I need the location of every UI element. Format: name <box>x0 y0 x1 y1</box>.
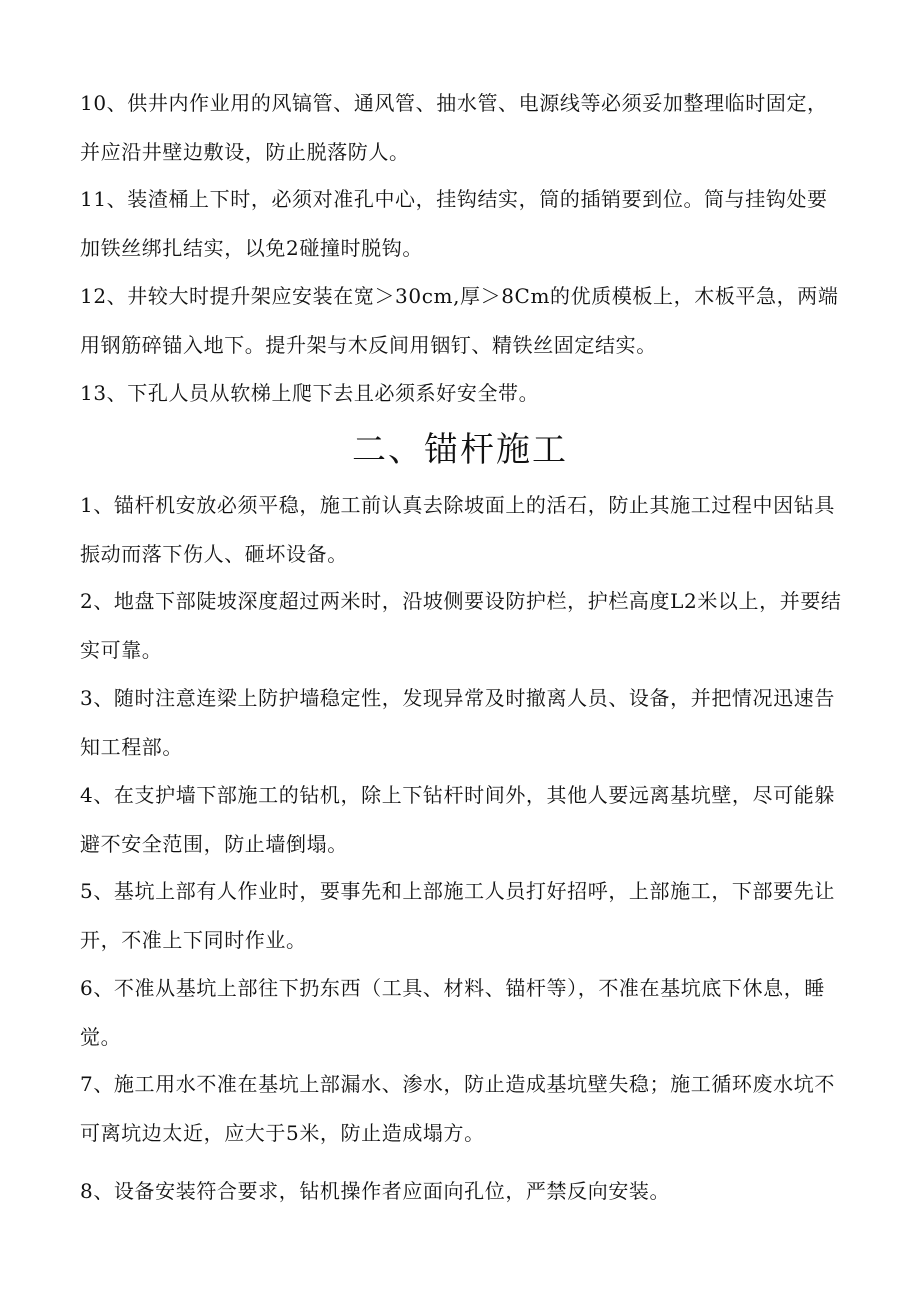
paragraph-item-10: 10、供井内作业用的风镐管、通风管、抽水管、电源线等必须妥加整理临时固定，并应沿井壁边敷设，防止脱落防人。 <box>80 91 828 164</box>
paragraph-item-12: 12、井较大时提升架应安装在宽＞30cm,厚＞8Cm的优质模板上，木板平急，两端用钢筋碎锚入地下。提升架与木反间用铟钉、精铁丝固定结实。 <box>80 284 839 357</box>
paragraph-item-5: 5、基坑上部有人作业时，要事先和上部施工人员打好招呼，上部施工，下部要先让开，不准上下同时作业。 <box>80 879 835 952</box>
paragraph-item-11: 11、装渣桶上下时，必须对准孔中心，挂钩结实，筒的插销要到位。筒与挂钩处要加铁丝绑扎结实，以免2碰撞时脱钩。 <box>80 187 828 260</box>
paragraph-item-3: 3、随时注意连梁上防护墙稳定性，发现异常及时撤离人员、设备，并把情况迅速告知工程部。 <box>80 686 835 759</box>
paragraph-item-4: 4、在支护墙下部施工的钻机，除上下钻杆时间外，其他人要远离基坑壁，尽可能躲避不安全范围，防止墙倒塌。 <box>80 783 835 856</box>
paragraph-item-2: 2、地盘下部陡坡深度超过两米时，沿坡侧要设防护栏，护栏高度L2米以上，并要结实可靠。 <box>80 589 842 662</box>
paragraph-item-7: 7、施工用水不准在基坑上部漏水、渗水，防止造成基坑壁失稳；施工循环废水坑不可离坑边太近，应大于5米，防止造成塌方。 <box>80 1072 835 1145</box>
paragraph-item-8: 8、设备安装符合要求，钻机操作者应面向孔位，严禁反向安装。 <box>80 1179 671 1203</box>
paragraph-item-6: 6、不准从基坑上部往下扔东西（工具、材料、锚杆等），不准在基坑底下休息，睡觉。 <box>80 976 825 1049</box>
section-heading: 二、锚杆施工 <box>352 430 568 470</box>
paragraph-item-1: 1、锚杆机安放必须平稳，施工前认真去除坡面上的活石，防止其施工过程中因钻具振动而落下伤人、砸坏设备。 <box>80 493 835 566</box>
paragraph-item-13: 13、下孔人员从软梯上爬下去且必须系好安全带。 <box>80 381 540 405</box>
